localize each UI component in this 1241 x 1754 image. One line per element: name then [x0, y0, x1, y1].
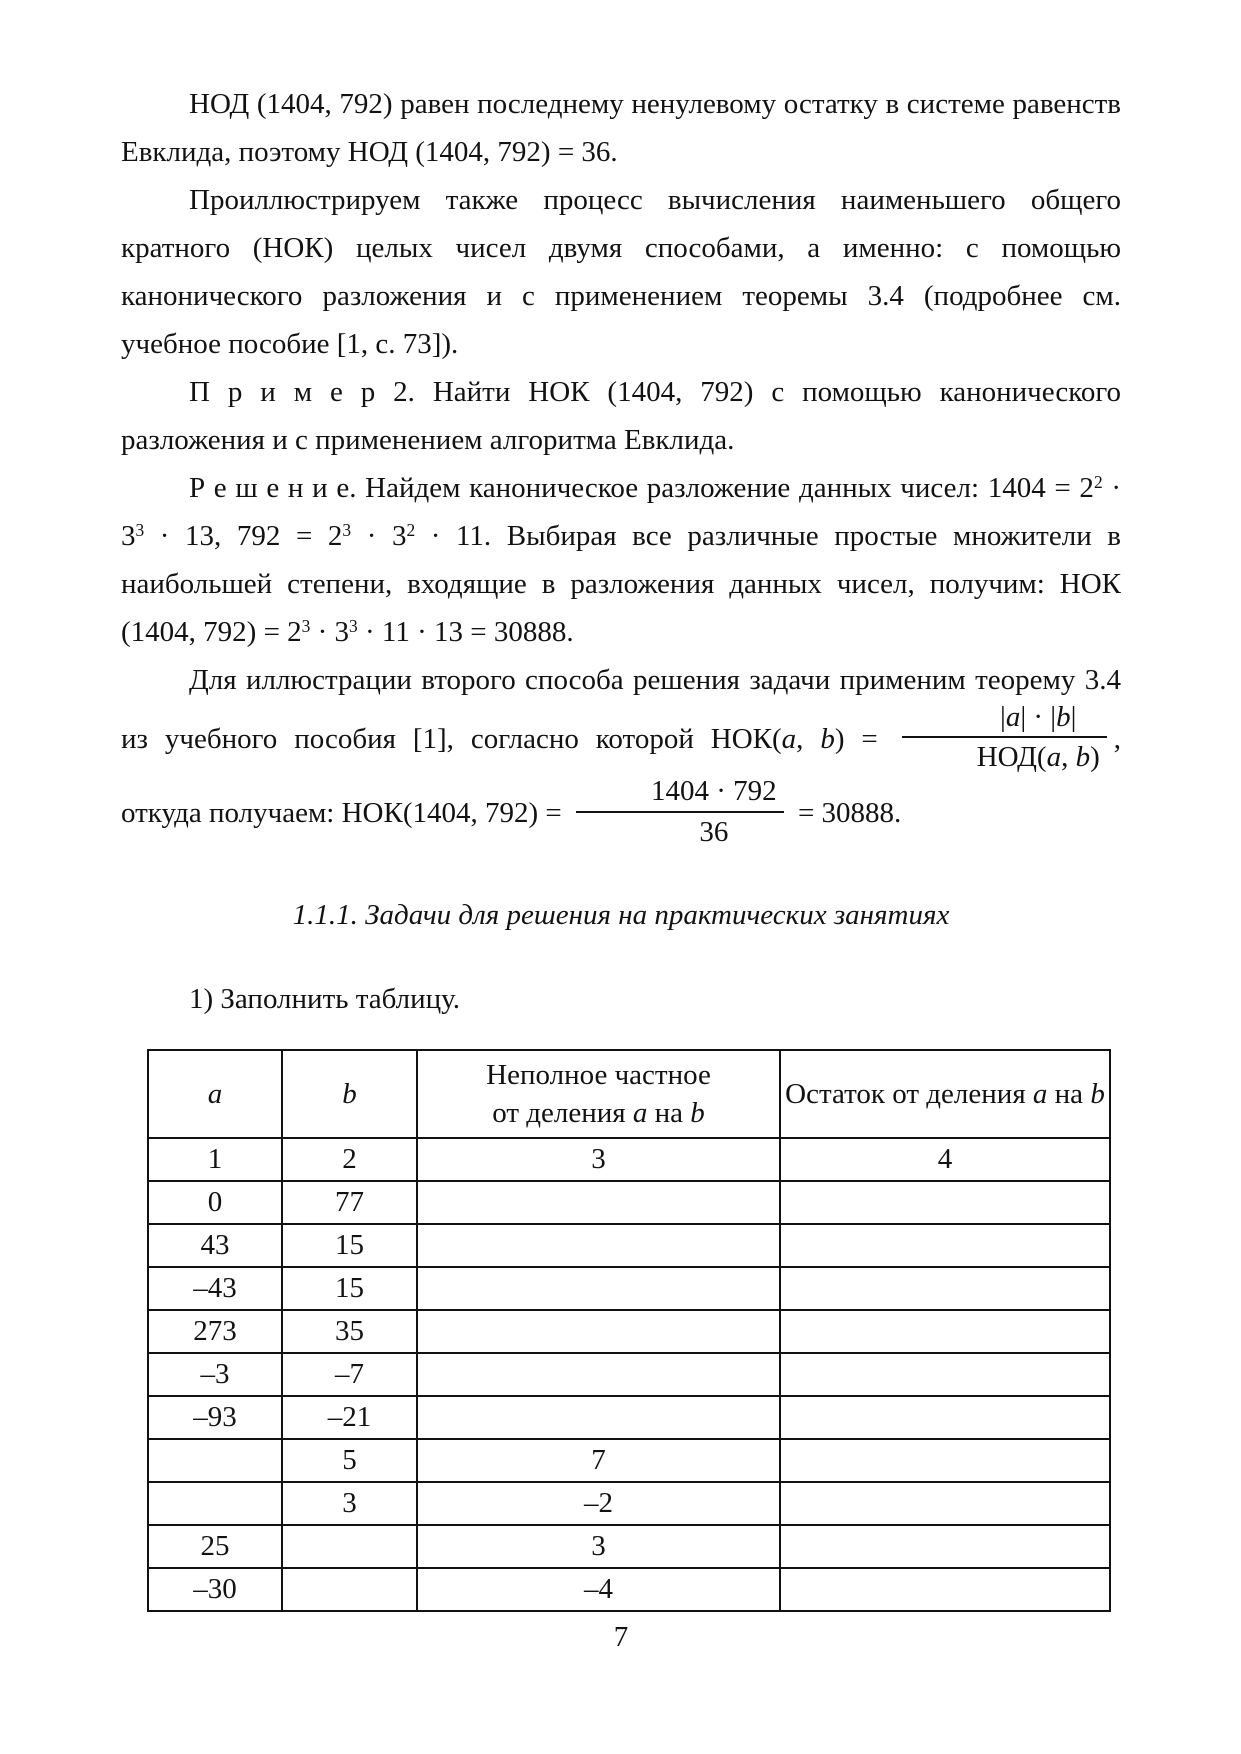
cell-a: 273 — [148, 1310, 282, 1353]
fraction-numerator: 1404 · 792 — [576, 774, 784, 812]
math-var-a: a — [207, 1077, 223, 1110]
math-var-b: b — [820, 722, 835, 755]
lcm-definition-fraction — [902, 700, 1107, 774]
cell-remainder — [780, 1568, 1110, 1611]
math-var-a: a — [1005, 701, 1021, 733]
table-row — [148, 1439, 1110, 1482]
cell-b: 5 — [282, 1439, 417, 1482]
header-col-b — [282, 1050, 417, 1138]
cell-remainder — [780, 1482, 1110, 1525]
cell-remainder — [780, 1310, 1110, 1353]
text-run: на — [647, 1096, 691, 1129]
cell-remainder — [780, 1439, 1110, 1482]
text-run: на — [1047, 1077, 1091, 1110]
exponent: 2 — [1093, 471, 1103, 492]
paragraph-solution — [121, 464, 1121, 656]
cell-remainder — [780, 1396, 1110, 1439]
cell-quotient: –4 — [417, 1568, 780, 1611]
column-number: 3 — [417, 1138, 780, 1181]
text-run: , откуда получаем: НОК(1404, 792) = — [121, 722, 1121, 830]
cell-b: 15 — [282, 1267, 417, 1310]
cell-remainder — [780, 1181, 1110, 1224]
page-number: 7 — [613, 1620, 629, 1653]
table-row — [148, 1224, 1110, 1267]
cell-b — [282, 1525, 417, 1568]
math-var-b: b — [1056, 701, 1071, 733]
text-run: = 30888. — [790, 797, 902, 830]
section-heading: 1.1.1. Задачи для решения на практических занятиях — [292, 898, 950, 931]
text-run: Остаток от деления — [785, 1077, 1033, 1110]
math-var-a: a — [1046, 741, 1062, 774]
cell-quotient: –2 — [417, 1482, 780, 1525]
table-row — [148, 1310, 1110, 1353]
cell-quotient — [417, 1267, 780, 1310]
table-row — [148, 1525, 1110, 1568]
cell-quotient: 7 — [417, 1439, 780, 1482]
cell-quotient: 3 — [417, 1525, 780, 1568]
text-run: Для иллюстрации второго способа решения задачи применим теорему 3.4 из учебного пособия [1], согласно которой НОК( — [121, 664, 1121, 755]
cell-quotient — [417, 1181, 780, 1224]
cell-a: –43 — [148, 1267, 282, 1310]
math-var-b: b — [1075, 741, 1091, 774]
cell-b: –7 — [282, 1353, 417, 1396]
math-var-b: b — [342, 1077, 357, 1110]
math-var-a: a — [781, 722, 797, 755]
exponent: 3 — [349, 615, 358, 636]
cell-quotient — [417, 1353, 780, 1396]
cell-b: 77 — [282, 1181, 417, 1224]
column-number-row — [148, 1138, 1110, 1181]
cell-a: 25 — [148, 1525, 282, 1568]
fraction-denominator — [902, 738, 1107, 774]
exponent: 3 — [342, 519, 352, 540]
lcm-computation-fraction — [576, 774, 784, 848]
text-run: · 13, 792 = 2 — [144, 520, 343, 552]
paragraph-theorem — [121, 656, 1121, 853]
header-col-remainder — [780, 1050, 1110, 1138]
text-run: · 11. Выбирая все различные простые множители в наибольшей степени, входящие в разложения данных чисел, получим: НОК (1404, 792) = 2 — [121, 520, 1121, 648]
math-var-a: a — [632, 1096, 648, 1129]
task-intro: 1) Заполнить таблицу. — [189, 982, 461, 1015]
cell-a: 0 — [148, 1181, 282, 1224]
cell-a — [148, 1439, 282, 1482]
fraction-denominator: 36 — [699, 815, 729, 848]
exponent: 3 — [135, 519, 145, 540]
paragraph-gcd-result: НОД (1404, 792) равен последнему ненулевому остатку в системе равенств Евклида, поэтому НОД (1404, 792) = 36. — [121, 88, 1121, 168]
cell-b: 3 — [282, 1482, 417, 1525]
header-col-quotient — [417, 1050, 780, 1138]
cell-a: –30 — [148, 1568, 282, 1611]
cell-b: –21 — [282, 1396, 417, 1439]
cell-a: –93 — [148, 1396, 282, 1439]
cell-b: 15 — [282, 1224, 417, 1267]
cell-a: 43 — [148, 1224, 282, 1267]
text-run: | · | — [1020, 701, 1057, 733]
cell-b: 35 — [282, 1310, 417, 1353]
cell-quotient — [417, 1310, 780, 1353]
text-run: Неполное частное — [486, 1058, 711, 1091]
text-run: · 11 · 13 = 30888. — [357, 616, 574, 648]
cell-remainder — [780, 1267, 1110, 1310]
table-row — [148, 1482, 1110, 1525]
exponent: 3 — [301, 615, 311, 636]
table-header-row — [148, 1050, 1110, 1138]
math-var-a: a — [1032, 1077, 1048, 1110]
math-var-b: b — [1090, 1077, 1105, 1110]
paragraph-lcm-intro: Проиллюстрируем также процесс вычисления наименьшего общего кратного (НОК) целых чисел двумя способами, а именно: с помощью канонического разложения и с применением теоремы 3.4 (подробнее см. учебное пособие [1, с. 73]). — [121, 184, 1121, 360]
table-row — [148, 1181, 1110, 1224]
exponent: 2 — [406, 519, 416, 540]
text-run: ) = — [834, 722, 895, 755]
cell-remainder — [780, 1525, 1110, 1568]
cell-quotient — [417, 1224, 780, 1267]
table-row — [148, 1568, 1110, 1611]
column-number: 2 — [282, 1138, 417, 1181]
table-row — [148, 1353, 1110, 1396]
text-run: | — [1000, 701, 1006, 733]
paragraph-example-2: П р и м е р 2. Найти НОК (1404, 792) с помощью канонического разложения и с применением алгоритма Евклида. — [121, 376, 1121, 456]
cell-a — [148, 1482, 282, 1525]
text-run: ) — [1090, 741, 1100, 774]
cell-b — [282, 1568, 417, 1611]
text-run: Р е ш е н и е. Найдем каноническое разложение данных чисел: 1404 = 2 — [189, 472, 1094, 504]
cell-quotient — [417, 1396, 780, 1439]
table-row — [148, 1267, 1110, 1310]
text-run: , — [796, 722, 821, 755]
column-number: 4 — [780, 1138, 1110, 1181]
cell-a: –3 — [148, 1353, 282, 1396]
text-run: НОД( — [976, 741, 1047, 774]
text-run: , — [1061, 741, 1076, 774]
column-number: 1 — [148, 1138, 282, 1181]
math-var-b: b — [690, 1096, 705, 1129]
division-table — [147, 1049, 1111, 1612]
fraction-numerator — [902, 700, 1107, 738]
table-row — [148, 1396, 1110, 1439]
text-run: · 3 — [121, 472, 1121, 552]
text-run: | — [1070, 701, 1077, 733]
header-col-a — [148, 1050, 282, 1138]
cell-remainder — [780, 1353, 1110, 1396]
text-run: от деления — [492, 1096, 633, 1129]
cell-remainder — [780, 1224, 1110, 1267]
text-run: · 3 — [310, 616, 350, 648]
text-run: · 3 — [351, 520, 407, 552]
